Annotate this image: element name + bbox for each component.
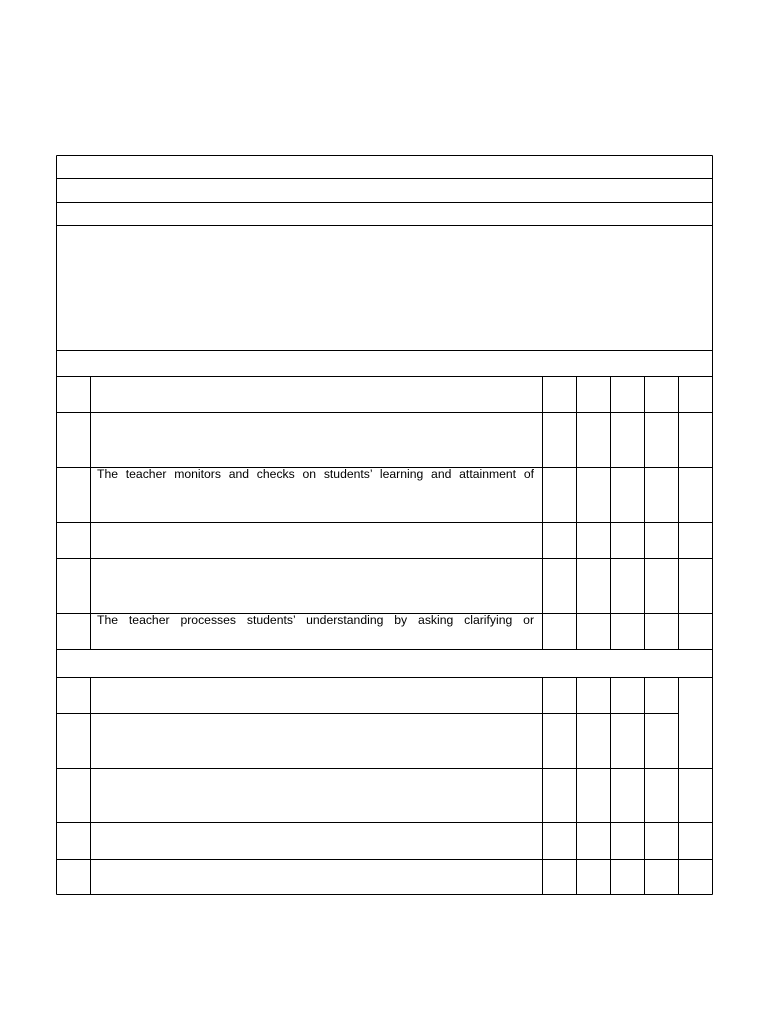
criterion-text-monitoring: The teacher monitors and checks on students’ learning and attainment of [97, 467, 534, 481]
criterion-text-clarifying: The teacher processes students’ understanding by asking clarifying or [97, 613, 534, 627]
